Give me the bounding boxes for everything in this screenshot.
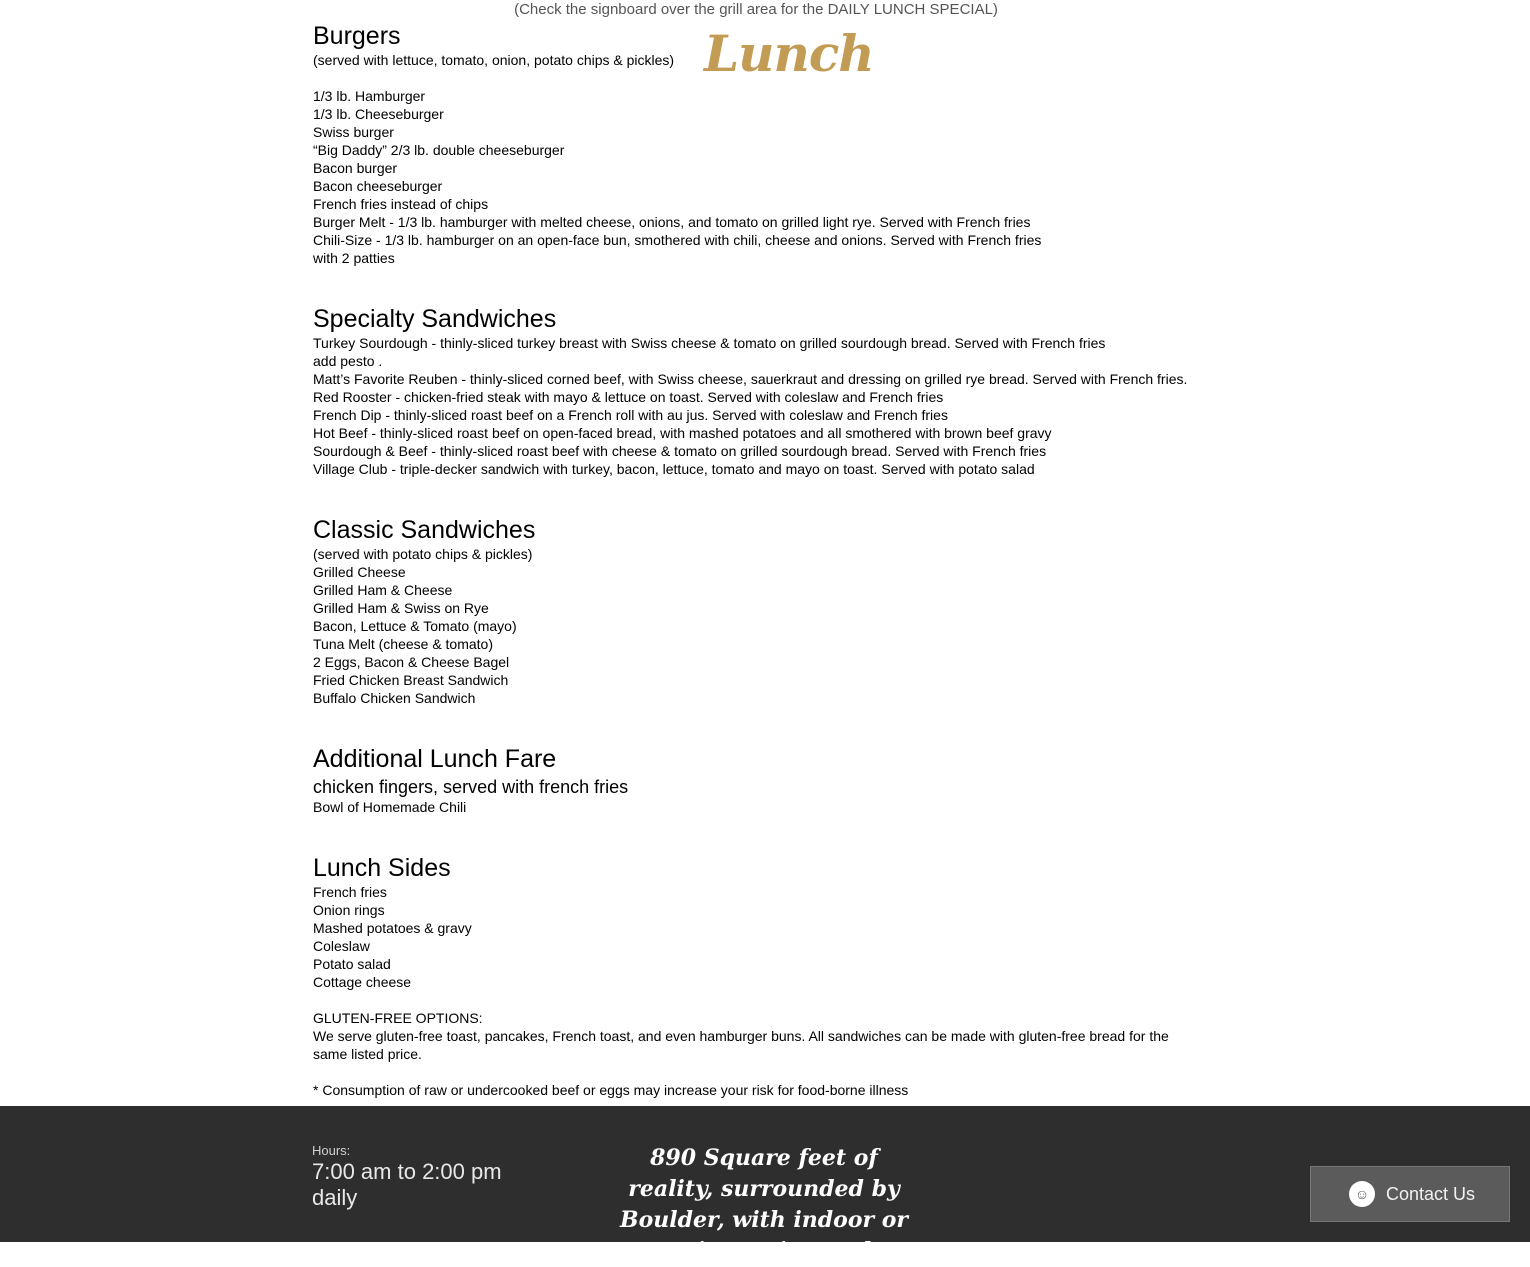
menu-item: Burger Melt - 1/3 lb. hamburger with melted cheese, onions, and tomato on grilled light rye. Served with French fries [313, 214, 1031, 230]
hours-label: Hours: [312, 1143, 351, 1158]
additional-list [313, 798, 1203, 816]
menu-item: Grilled Ham & Swiss on Rye [313, 600, 489, 616]
burgers-section [313, 20, 1203, 267]
menu-item: Fried Chicken Breast Sandwich [313, 672, 509, 688]
menu-item: 1/3 lb. Cheeseburger [313, 106, 444, 122]
specialty-section [313, 303, 1203, 478]
burgers-list [313, 51, 1203, 267]
chat-smile-icon: ☺ [1349, 1181, 1375, 1207]
menu-item: (served with potato chips & pickles) [313, 546, 533, 562]
menu-item: Grilled Cheese [313, 564, 406, 580]
menu-item: Chili-Size - 1/3 lb. hamburger on an open-face bun, smothered with chili, cheese and onions. Served with French fries [313, 232, 1042, 248]
menu-item [313, 69, 1203, 87]
classic-list [313, 545, 1203, 707]
menu-item: Red Rooster - chicken-fried steak with mayo & lettuce on toast. Served with coleslaw and French fries [313, 389, 944, 405]
menu-item: Coleslaw [313, 938, 370, 954]
section-title-additional: Additional Lunch Fare [313, 745, 557, 773]
contact-us-button[interactable] [1310, 1166, 1510, 1222]
additional-section [313, 743, 1203, 816]
menu-item: Bowl of Homemade Chili [313, 799, 467, 815]
footer-tagline: 890 Square feet of reality, surrounded by Boulder, with indoor or patio seating and [619, 1145, 909, 1264]
menu-item: Cottage cheese [313, 974, 412, 990]
menu-item: Matt’s Favorite Reuben - thinly-sliced corned beef, with Swiss cheese, sauerkraut and dressing on grilled rye bread. Served with French fries. [313, 371, 1188, 387]
section-title-classic: Classic Sandwiches [313, 516, 536, 544]
sides-section [313, 852, 1203, 991]
menu-item: Tuna Melt (cheese & tomato) [313, 636, 494, 652]
food-safety-disclaimer: * Consumption of raw or undercooked beef or eggs may increase your risk for food-borne illness [313, 1082, 909, 1098]
menu-item: French fries instead of chips [313, 196, 489, 212]
menu-item-large: chicken fingers, served with french fries [313, 777, 629, 797]
menu-item: “Big Daddy” 2/3 lb. double cheeseburger [313, 142, 565, 158]
lunch-script-title: Lunch [704, 24, 874, 83]
menu-item: add pesto . [313, 353, 383, 369]
menu-item: French Dip - thinly-sliced roast beef on a French roll with au jus. Served with coleslaw and French fries [313, 407, 948, 423]
menu-item: Grilled Ham & Cheese [313, 582, 453, 598]
menu-item: 2 Eggs, Bacon & Cheese Bagel [313, 654, 510, 670]
menu-item: Sourdough & Beef - thinly-sliced roast beef with cheese & tomato on grilled sourdough bread. Served with French fries [313, 443, 1047, 459]
menu-item: Swiss burger [313, 124, 394, 140]
menu-item: Hot Beef - thinly-sliced roast beef on open-faced bread, with mashed potatoes and all smothered with brown beef gravy [313, 425, 1052, 441]
menu-item: with 2 patties [313, 250, 395, 266]
menu-item: Bacon cheeseburger [313, 178, 443, 194]
gluten-free-heading: GLUTEN-FREE OPTIONS: [313, 1010, 483, 1026]
menu-item: Buffalo Chicken Sandwich [313, 690, 476, 706]
menu-item: Potato salad [313, 956, 391, 972]
classic-section [313, 514, 1203, 707]
menu-item: French fries [313, 884, 387, 900]
section-title-burgers: Burgers [313, 22, 401, 50]
menu-item: Turkey Sourdough - thinly-sliced turkey breast with Swiss cheese & tomato on grilled sourdough bread. Served with French fries [313, 335, 1106, 351]
site-footer [0, 1106, 1530, 1264]
daily-special-note: (Check the signboard over the grill area for the DAILY LUNCH SPECIAL) [514, 1, 998, 18]
specialty-list [313, 334, 1203, 478]
section-title-sides: Lunch Sides [313, 854, 451, 882]
menu-item: Mashed potatoes & gravy [313, 920, 472, 936]
menu-item: (served with lettuce, tomato, onion, potato chips & pickles) [313, 52, 675, 68]
menu-item: Bacon, Lettuce & Tomato (mayo) [313, 618, 517, 634]
menu-item: Bacon burger [313, 160, 398, 176]
menu-item: Onion rings [313, 902, 385, 918]
contact-us-label: Contact Us [1386, 1183, 1476, 1204]
sides-list [313, 883, 1203, 991]
gluten-free-text: We serve gluten-free toast, pancakes, French toast, and even hamburger buns. All sandwiches can be made with gluten-free bread for the same listed price. [313, 1028, 1169, 1062]
lunch-menu [313, 20, 1203, 1099]
menu-item: 1/3 lb. Hamburger [313, 88, 426, 104]
hours-value: 7:00 am to 2:00 pm daily [312, 1159, 502, 1210]
menu-item: Village Club - triple-decker sandwich with turkey, bacon, lettuce, tomato and mayo on toast. Served with potato salad [313, 461, 1035, 477]
section-title-specialty: Specialty Sandwiches [313, 305, 557, 333]
